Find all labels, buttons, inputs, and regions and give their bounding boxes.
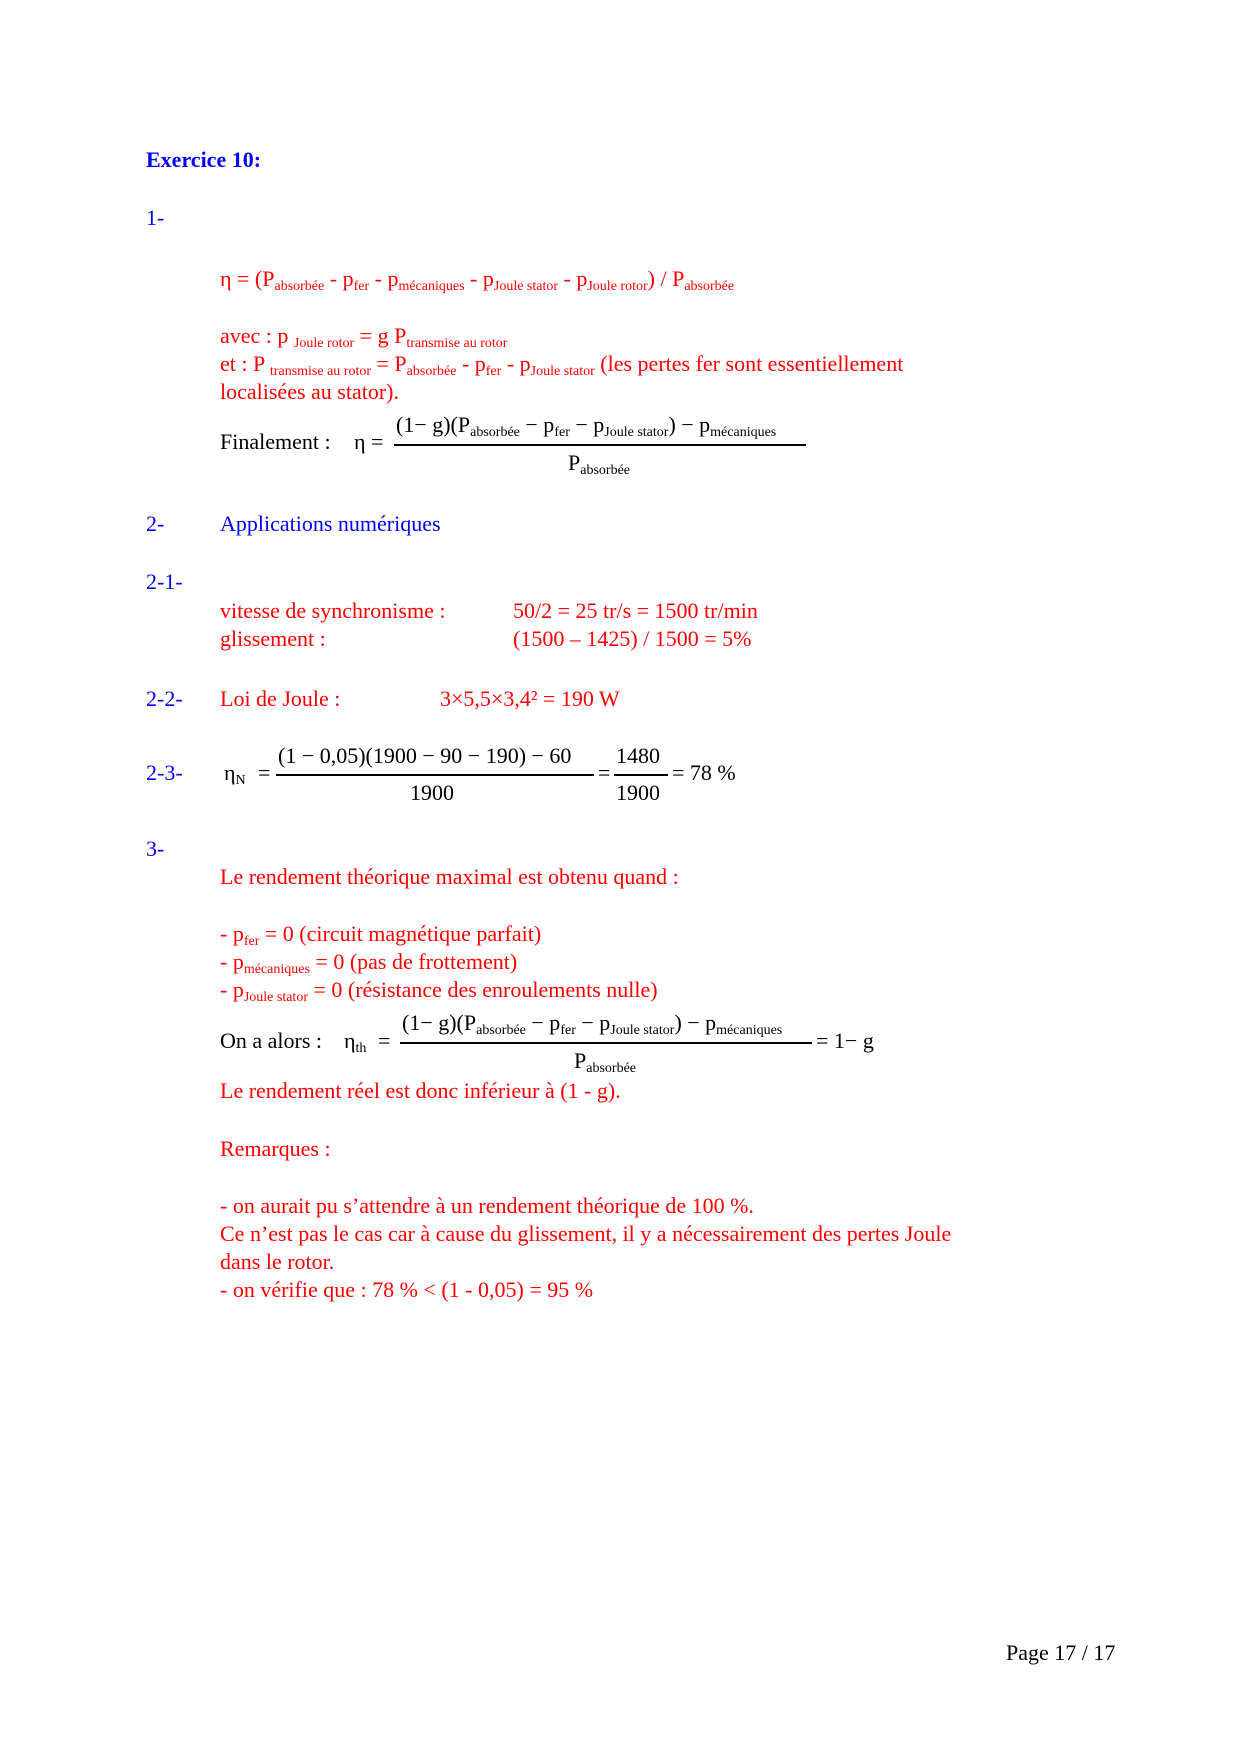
joule-law-label: Loi de Joule :	[220, 686, 341, 711]
remarque-4: - on vérifie que : 78 % < (1 - 0,05) = 95 %	[220, 1277, 594, 1302]
eta-n-result: = 78 %	[672, 760, 736, 785]
condition-mecaniques: - $p_{mécaniques} = 0$ (pas de frottement)	[220, 949, 518, 977]
eta-th-numerator: $(1- g)(P_{absorbée} - p_{fer} - p_{Joule stator}) - p_{mécaniques}$	[402, 1010, 783, 1038]
remarque-3: dans le rotor.	[220, 1249, 335, 1274]
eta-n-equals: =	[258, 760, 271, 785]
transmitted-power-note: localisées au stator).	[220, 379, 399, 404]
glissement-label: glissement :	[220, 626, 326, 651]
finalement-label: Finalement :	[220, 429, 331, 454]
eta-n-symbol: $\eta_N$	[224, 760, 246, 788]
question-2-2-label: 2-2-	[146, 686, 183, 711]
eta-th-denominator: $P_{absorbée}$	[574, 1048, 637, 1076]
eta-n-numerator: (1 − 0,05)(1900 − 90 − 190) − 60	[278, 743, 572, 768]
finalement-denominator: $P_{absorbée}$	[568, 450, 631, 478]
eta-th-result: = 1− g	[816, 1028, 874, 1053]
finalement-numerator: $(1- g)(P_{absorbée} - p_{fer} - p_{Joule stator}) - p_{mécaniques}$	[396, 412, 777, 440]
remarque-1: - on aurait pu s’attendre à un rendement théorique de 100 %.	[220, 1193, 754, 1218]
remarque-2: Ce n’est pas le cas car à cause du glissement, il y a nécessairement des pertes Joule	[220, 1221, 952, 1246]
applications-title: Applications numériques	[220, 511, 441, 536]
eta-n-equals-2: =	[598, 760, 611, 785]
on-a-alors-label: On a alors :	[220, 1028, 323, 1053]
exercise-title: Exercice 10:	[146, 147, 262, 172]
eta-n-denominator: 1900	[410, 780, 454, 805]
question-1-label: 1-	[146, 205, 165, 230]
remarques-title: Remarques :	[220, 1136, 331, 1161]
question-2-3-label: 2-3-	[146, 760, 183, 785]
eta-n-fraction-bar-2	[614, 774, 668, 776]
vitesse-value: 50/2 = 25 tr/s = 1500 tr/min	[513, 598, 758, 623]
page-number: Page 17 / 17	[1006, 1640, 1116, 1665]
eta-n-fraction-bar	[276, 774, 594, 776]
eta-n-numerator-2: 1480	[616, 743, 660, 768]
question-2-label: 2-	[146, 511, 165, 536]
question-3-label: 3-	[146, 836, 165, 861]
finalement-eta: η =	[354, 429, 384, 454]
question-2-1-label: 2-1-	[146, 569, 183, 594]
transmitted-power-relation: et : P $_{transmise au rotor} = P_{absorbée} - p_{fer} - p_{Joule stator}$ (les pertes fer sont essentiellement	[220, 351, 904, 379]
condition-fer: - $p_{fer} = 0$ (circuit magnétique parfait)	[220, 921, 542, 949]
eta-th-symbol: $\eta_{th}$	[344, 1028, 367, 1056]
finalement-fraction-bar	[394, 444, 806, 446]
eta-n-denominator-2: 1900	[616, 780, 660, 805]
eta-th-fraction-bar	[400, 1042, 812, 1044]
joule-rotor-relation: avec : p $_{Joule rotor}$ = g $P_{transmise au rotor}$	[220, 323, 508, 351]
max-efficiency-intro: Le rendement théorique maximal est obtenu quand :	[220, 864, 679, 889]
condition-joule-stator: - $p_{Joule stator} = 0$ (résistance des enroulements nulle)	[220, 977, 658, 1005]
glissement-value: (1500 – 1425) / 1500 = 5%	[513, 626, 752, 651]
conclusion: Le rendement réel est donc inférieur à (1 - g).	[220, 1078, 621, 1103]
eta-th-equals: =	[378, 1028, 391, 1053]
vitesse-label: vitesse de synchronisme :	[220, 598, 446, 623]
joule-law-value: 3×5,5×3,4² = 190 W	[440, 686, 620, 711]
efficiency-formula: $\eta = (P_{absorbée} - p_{fer} - p_{mécaniques} - p_{Joule stator} - p_{Joule rotor}) / P_{absorbée}$	[220, 266, 735, 294]
